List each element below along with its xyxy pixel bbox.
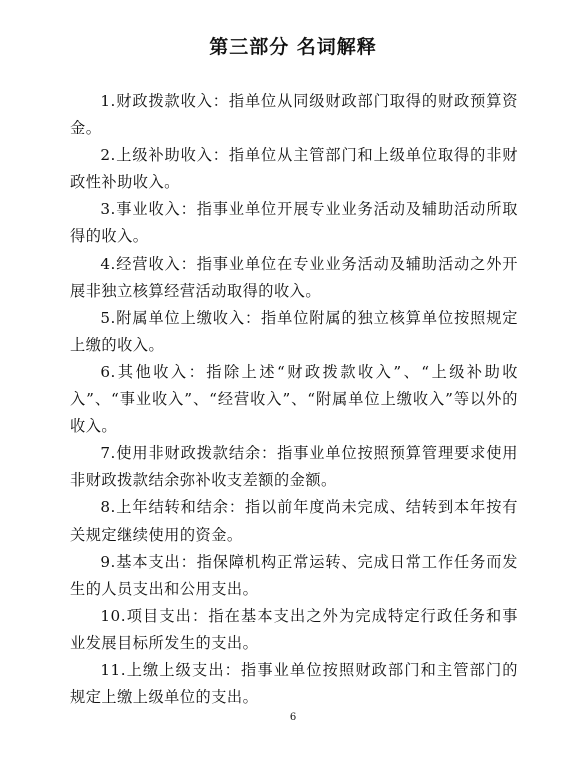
page-number: 6 bbox=[289, 712, 297, 723]
definitions-list bbox=[70, 88, 518, 711]
definition-item: 1.财政拨款收入：指单位从同级财政部门取得的财政预算资金。 bbox=[70, 92, 518, 138]
definition-item: 9.基本支出：指保障机构正常运转、完成日常工作任务而发生的人员支出和公用支出。 bbox=[70, 552, 518, 598]
definition-item: 11.上缴上级支出：指事业单位按照财政部门和主管部门的规定上缴上级单位的支出。 bbox=[70, 660, 518, 707]
definition-item: 5.附属单位上缴收入：指单位附属的独立核算单位按照规定上缴的收入。 bbox=[70, 308, 518, 354]
section-title: 第三部分 名词解释 bbox=[209, 36, 377, 58]
definition-item: 7.使用非财政拨款结余：指事业单位按照预算管理要求使用非财政拨款结余弥补收支差额的金额。 bbox=[70, 444, 518, 490]
definition-item: 8.上年结转和结余：指以前年度尚未完成、结转到本年按有关规定继续使用的资金。 bbox=[70, 498, 518, 544]
definition-item: 2.上级补助收入：指单位从主管部门和上级单位取得的非财政性补助收入。 bbox=[70, 146, 518, 192]
definition-item: 4.经营收入：指事业单位在专业业务活动及辅助活动之外开展非独立核算经营活动取得的收入。 bbox=[70, 254, 518, 300]
definition-item: 6.其他收入：指除上述“财政拨款收入”、“上级补助收入”、“事业收入”、“经营收入”、“附属单位上缴收入”等以外的收入。 bbox=[70, 362, 518, 436]
definition-item: 3.事业收入：指事业单位开展专业业务活动及辅助活动所取得的收入。 bbox=[70, 200, 518, 246]
definition-item: 10.项目支出：指在基本支出之外为完成特定行政任务和事业发展目标所发生的支出。 bbox=[70, 606, 518, 652]
